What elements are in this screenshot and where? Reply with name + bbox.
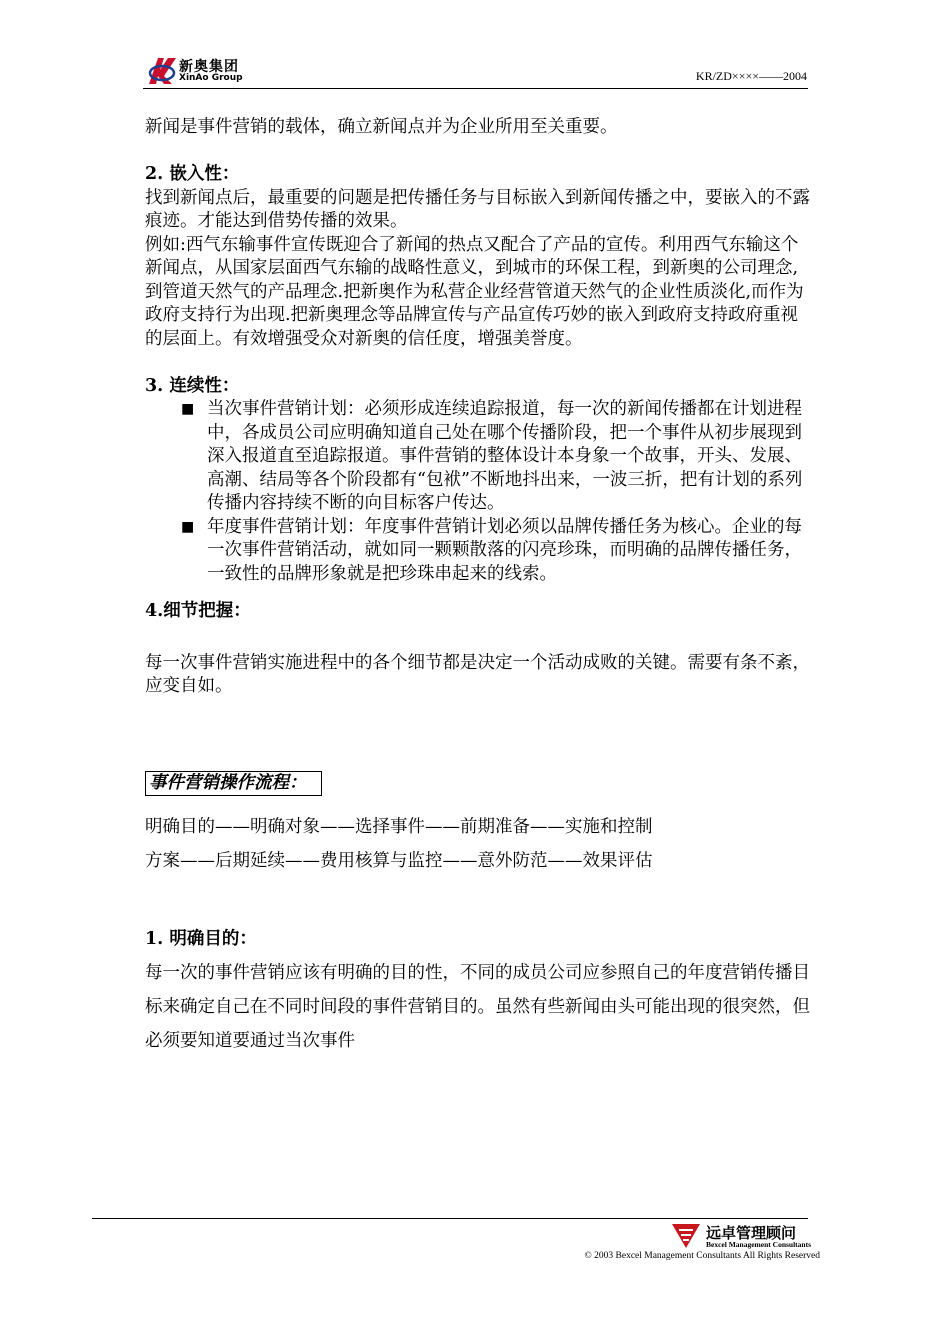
footer-logo-zh: 远卓管理顾问 <box>706 1224 797 1242</box>
section-1-title: 1. 明确目的： <box>145 928 257 949</box>
footer-rule <box>92 1218 808 1219</box>
flow-title: 事件营销操作流程： <box>145 771 322 796</box>
section-2-paragraph-1: 找到新闻点后，最重要的问题是把传播任务与目标嵌入到新闻传播之中，要嵌入的不露痕迹。才能达到借势传播的效果。 <box>145 187 810 231</box>
section-4-paragraph: 每一次事件营销实施进程中的各个细节都是决定一个活动成败的关键。需要有条不紊，应变自如。 <box>145 652 810 696</box>
header-logo-en: XinAo Group <box>179 73 243 83</box>
section-3-title: 3. 连续性： <box>145 375 240 396</box>
copyright: © 2003 Bexcel Management Consultants All Rights Reserved <box>584 1251 820 1261</box>
doc-number: KR/ZD××××——2004 <box>695 69 807 83</box>
flow-line-2: 方案——后期延续——费用核算与监控——意外防范——效果评估 <box>145 850 653 871</box>
flow-line-1: 明确目的——明确对象——选择事件——前期准备——实施和控制 <box>145 816 653 837</box>
bullet-item <box>145 516 815 587</box>
bullet-text-2: 年度事件营销计划：年度事件营销计划必须以品牌传播任务为核心。企业的每一次事件营销活动，就如同一颗颗散落的闪亮珍珠，而明确的品牌传播任务，一致性的品牌形象就是把珍珠串起来的线索。 <box>207 516 802 584</box>
bullet-item <box>145 398 815 516</box>
section-1-paragraph: 每一次的事件营销应该有明确的目的性，不同的成员公司应参照自己的年度营销传播目标来确定自己在不同时间段的事件营销目的。虽然有些新闻由头可能出现的很突然，但必须要知道要通过当次事件 <box>145 962 810 1051</box>
section-2-title: 2. 嵌入性： <box>145 164 240 184</box>
header-logo-zh: 新奥集团 <box>179 59 239 75</box>
intro-paragraph: 新闻是事件营销的载体，确立新闻点并为企业所用至关重要。 <box>145 117 618 137</box>
bexcel-logo-icon <box>670 1222 702 1250</box>
section-4-title: 4.细节把握： <box>145 601 251 621</box>
footer-logo-en: Bexcel Management Consultants <box>706 1240 811 1249</box>
section-2-paragraph-2: 例如:西气东输事件宣传既迎合了新闻的热点又配合了产品的宣传。利用西气东输这个新闻点，从国家层面西气东输的战略性意义，到城市的环保工程，到新奥的公司理念,到管道天然气的产品理念.把新奥作为私营企业经营管道天然气的企业性质淡化,而作为政府支持行为出现.把新奥理念等品牌宣传与产品宣传巧妙的嵌入到政府支持政府重视的层面上。有效增强受众对新奥的信任度，增强美誉度。 <box>145 234 804 349</box>
page-body <box>145 116 815 1058</box>
header-rule <box>143 88 808 89</box>
bullet-square-icon: ■ <box>181 401 195 417</box>
bullet-text-1: 当次事件营销计划：必须形成连续追踪报道，每一次的新闻传播都在计划进程中，各成员公司应明确知道自己处在哪个传播阶段，把一个事件从初步展现到深入报道直至追踪报道。事件营销的整体设计本身象一个故事，开头、发展、高潮、结局等各个阶段都有“包袱”不断地抖出来，一波三折，把有计划的系列传播内容持续不断的向目标客户传达。 <box>207 399 803 513</box>
bullet-square-icon: ■ <box>181 518 195 535</box>
